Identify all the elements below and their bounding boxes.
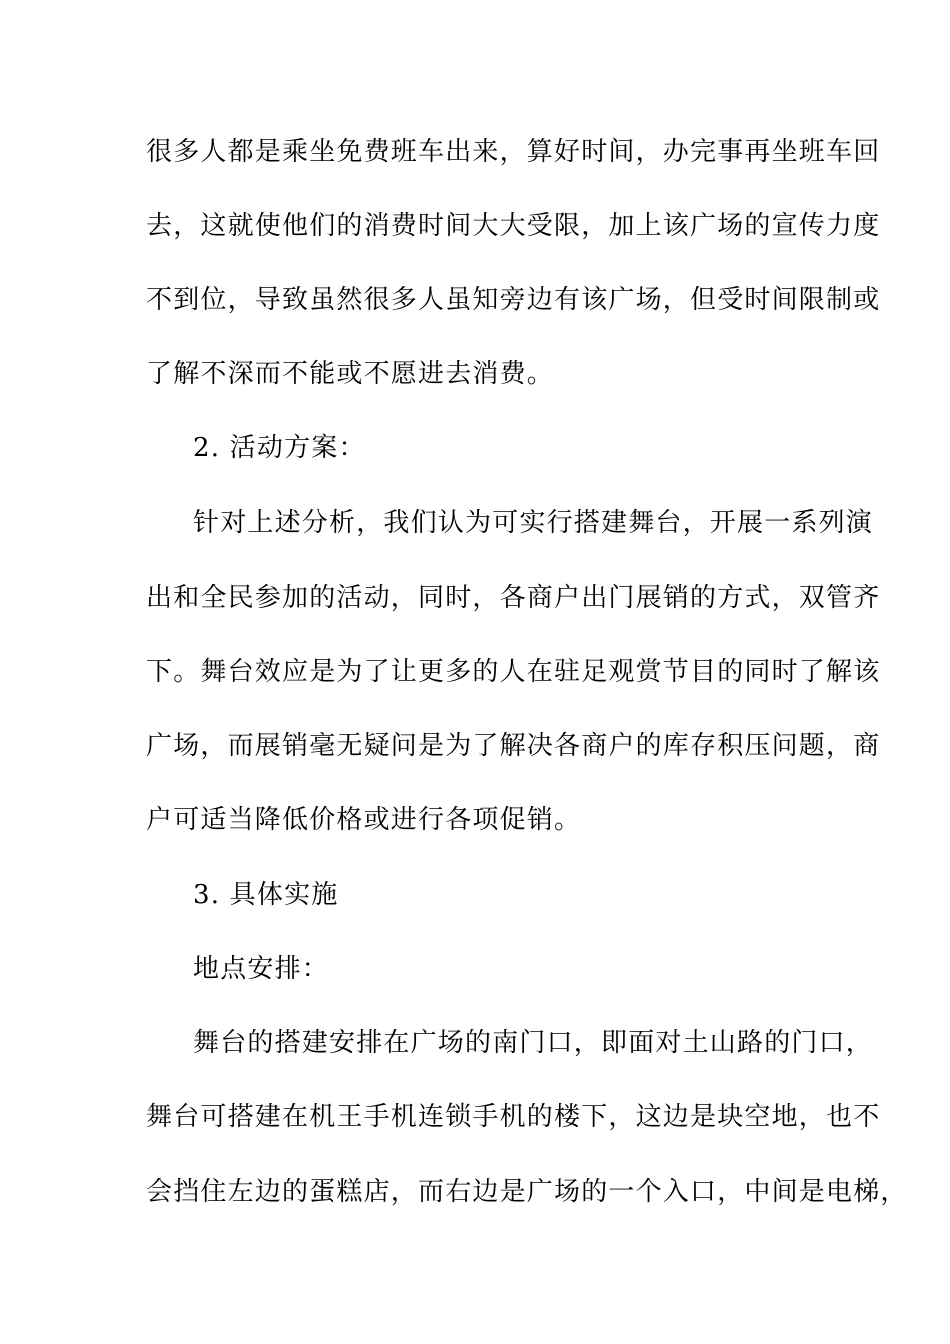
section-heading: 3. 具体实施 <box>193 880 339 910</box>
paragraph-line: 舞台可搭建在机王手机连锁手机的楼下，这边是块空地，也不 <box>146 1102 881 1132</box>
paragraph-line: 针对上述分析，我们认为可实行搭建舞台，开展一系列演 <box>193 508 874 538</box>
paragraph-line: 广场，而展销毫无疑问是为了解决各商户的库存积压问题，商 <box>146 731 881 761</box>
subsection-label: 地点安排： <box>193 954 330 984</box>
paragraph-line: 户可适当降低价格或进行各项促销。 <box>146 805 582 835</box>
paragraph-line: 很多人都是乘坐免费班车出来，算好时间，办完事再坐班车回 <box>146 137 881 167</box>
paragraph-line: 出和全民参加的活动，同时，各商户出门展销的方式，双管齐 <box>146 583 881 613</box>
paragraph-line: 不到位，导致虽然很多人虽知旁边有该广场，但受时间限制或 <box>146 285 881 315</box>
paragraph-line: 下。舞台效应是为了让更多的人在驻足观赏节目的同时了解该 <box>146 657 881 687</box>
paragraph-line: 舞台的搭建安排在广场的南门口，即面对土山路的门口， <box>193 1028 874 1058</box>
section-heading: 2. 活动方案： <box>193 433 366 463</box>
paragraph-line: 了解不深而不能或不愿进去消费。 <box>146 359 555 389</box>
paragraph-line: 去，这就使他们的消费时间大大受限，加上该广场的宣传力度 <box>146 211 881 241</box>
paragraph-line: 会挡住左边的蛋糕店，而右边是广场的一个入口，中间是电梯， <box>146 1177 908 1207</box>
